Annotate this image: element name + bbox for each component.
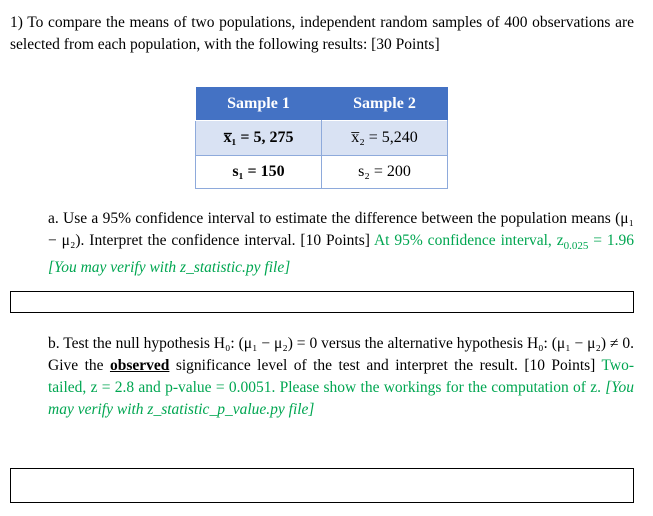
sample-1-mean: x̅₁ = 5, 275	[196, 121, 322, 156]
sample-1-sd: s₁ = 150	[196, 156, 322, 189]
table-row	[196, 156, 448, 189]
header-sample-2: Sample 2	[322, 87, 448, 121]
part-b-question-post: significance level of the test and interpret the result. [10 Points]	[175, 357, 596, 374]
table-row	[196, 121, 448, 156]
part-b-text	[48, 333, 634, 421]
sample-2-mean: x̅₂ = 5,240	[322, 121, 448, 156]
part-b-question-pre: b. Test the null hypothesis H₀: (μ₁ − μ₂) = 0 versus the alternative hypothesis H₀: (μ₁ − μ₂) ≠ 0. Give the	[48, 335, 634, 374]
part-a-hint-italic: [You may verify with z_statistic.py file]	[48, 259, 291, 277]
part-a-hint-sub: 0.025	[563, 240, 589, 253]
sample-2-sd: s₂ = 200	[322, 156, 448, 189]
header-sample-1: Sample 1	[196, 87, 322, 121]
answer-box-b[interactable]	[10, 468, 634, 503]
part-a-text	[48, 208, 634, 279]
sample-table	[195, 87, 448, 189]
answer-box-a[interactable]	[10, 291, 634, 313]
part-a-hint-pre: At 95% confidence interval, z	[373, 232, 564, 249]
part-b-hint: Two-tailed, z = 2.8 and p-value = 0.0051. Please show the workings for the computation of z.	[48, 357, 635, 396]
observed-word: observed	[109, 357, 170, 374]
part-a-question: a. Use a 95% confidence interval to estimate the difference between the population means (μ₁ − μ₂). Interpret the confidence interval. [10 Points]	[48, 210, 634, 249]
part-b-hint-italic: [You may verify with z_statistic_p_value.py file]	[48, 379, 634, 418]
part-a-hint-post: = 1.96	[588, 232, 635, 249]
table-header-row	[196, 87, 448, 121]
question-intro: 1) To compare the means of two populations, independent random samples of 400 observations are selected from each population, with the following results: [30 Points]	[10, 14, 634, 53]
